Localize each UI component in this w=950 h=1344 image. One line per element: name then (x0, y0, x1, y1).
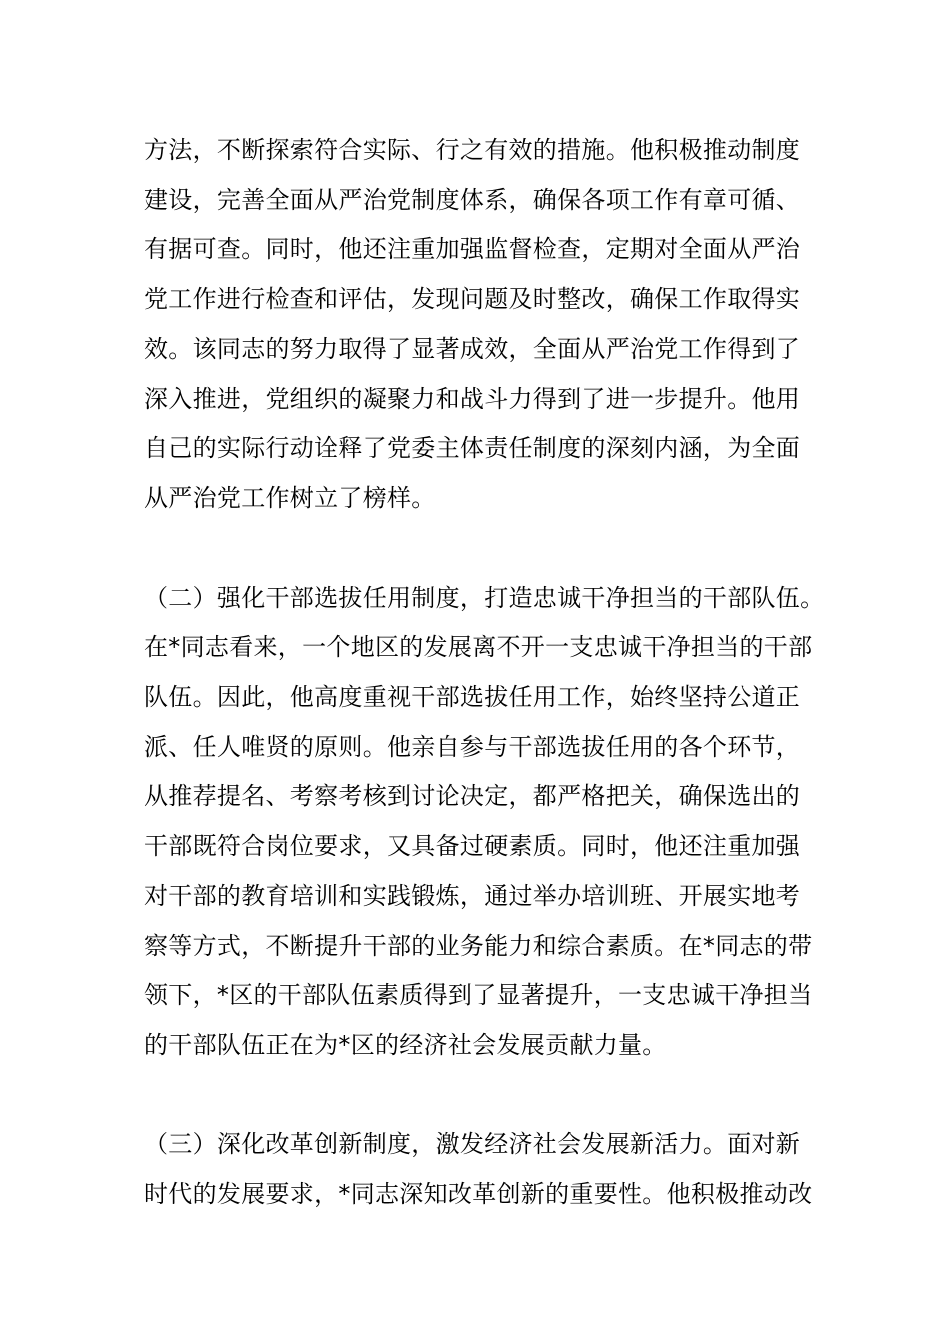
text-line: 队伍。因此，他高度重视干部选拔任用工作，始终坚持公道正 (144, 683, 801, 711)
text-line: 党工作进行检查和评估，发现问题及时整改，确保工作取得实 (144, 285, 801, 313)
text-line: 察等方式，不断提升干部的业务能力和综合素质。在*同志的带 (144, 932, 813, 960)
text-line: 领下，*区的干部队伍素质得到了显著提升，一支忠诚干净担当 (144, 981, 813, 1009)
text-line: 有据可查。同时，他还注重加强监督检查，定期对全面从严治 (144, 235, 801, 263)
text-line: 时代的发展要求，*同志深知改革创新的重要性。他积极推动改 (144, 1180, 813, 1208)
text-line: 自己的实际行动诠释了党委主体责任制度的深刻内涵，为全面 (144, 434, 801, 462)
text-line: 派、任人唯贤的原则。他亲自参与干部选拔任用的各个环节， (144, 733, 801, 761)
text-line: 从推荐提名、考察考核到讨论决定，都严格把关，确保选出的 (144, 782, 801, 810)
section-heading-line: （三）深化改革创新制度，激发经济社会发展新活力。面对新 (144, 1130, 801, 1158)
text-line: 深入推进，党组织的凝聚力和战斗力得到了进一步提升。他用 (144, 385, 801, 413)
text-line: 方法，不断探索符合实际、行之有效的措施。他积极推动制度 (144, 136, 801, 164)
text-line: 从严治党工作树立了榜样。 (144, 484, 436, 512)
text-line: 建设，完善全面从严治党制度体系，确保各项工作有章可循、 (144, 186, 801, 214)
text-line: 效。该同志的努力取得了显著成效，全面从严治党工作得到了 (144, 335, 801, 363)
text-line: 对干部的教育培训和实践锻炼，通过举办培训班、开展实地考 (144, 882, 801, 910)
text-line: 在*同志看来，一个地区的发展离不开一支忠诚干净担当的干部 (144, 633, 813, 661)
text-line: 的干部队伍正在为*区的经济社会发展贡献力量。 (144, 1031, 667, 1059)
text-line: 干部既符合岗位要求，又具备过硬素质。同时，他还注重加强 (144, 832, 801, 860)
section-heading-line: （二）强化干部选拔任用制度，打造忠诚干净担当的干部队伍。 (144, 584, 825, 612)
